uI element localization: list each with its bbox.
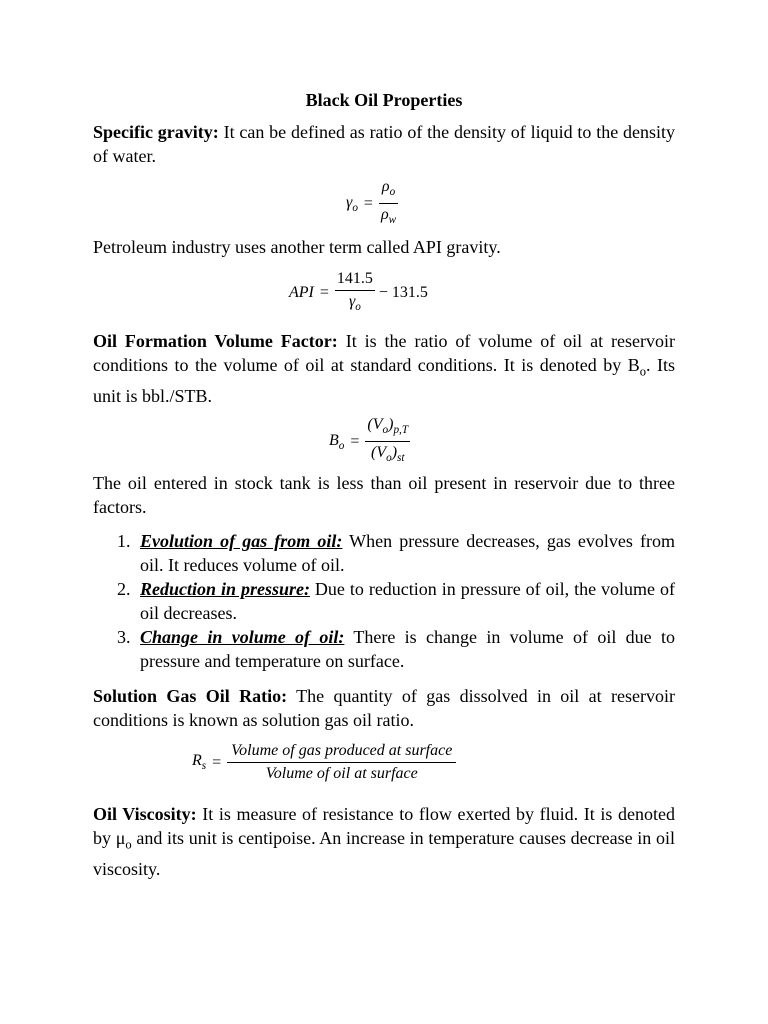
api-equation — [289, 268, 428, 318]
api-intro-paragraph: Petroleum industry uses another term called API gravity. — [93, 237, 501, 257]
eq-api-denominator: $\gamma_o$ — [348, 293, 361, 314]
eq-rs-numerator: Volume of gas produced at surface — [227, 740, 456, 763]
sgor-term: Solution Gas Oil Ratio: — [93, 686, 288, 706]
specific-gravity-paragraph — [93, 120, 675, 168]
list-item — [93, 625, 675, 673]
eq-rs-lhs: $R_s$ — [192, 752, 207, 773]
list-item-term: Change in volume of oil: — [140, 627, 345, 647]
list-item — [93, 577, 675, 625]
ofvf-text: It is the ratio of volume of oil at reservoir conditions to the volume of oil at standard conditions. It is denoted by B — [93, 331, 675, 375]
viscosity-text2: and its unit is centipoise. An increase in temperature causes decrease in oil viscosity. — [93, 828, 675, 879]
factors-list — [93, 529, 675, 673]
eq-rs-fraction — [227, 740, 456, 785]
list-item-text: When pressure decreases, gas evolves from oil. It reduces volume of oil. — [140, 531, 675, 575]
eq-bo-lhs: $B_o$ — [329, 431, 345, 452]
ofvf-sub: o — [639, 364, 647, 379]
eq-api-equals: = — [319, 284, 329, 302]
rs-equation — [192, 740, 456, 785]
eq-rs-denominator: Volume of oil at surface — [265, 765, 418, 782]
eq-bo-denominator: $(V_o)_{st}$ — [370, 444, 405, 465]
viscosity-sub: o — [125, 837, 132, 852]
factors-intro-paragraph: The oil entered in stock tank is less than oil present in reservoir due to three factors. — [93, 473, 675, 517]
sgor-text: The quantity of gas dissolved in oil at reservoir conditions is known as solution gas oil ratio. — [93, 686, 675, 730]
eq-gamma-numerator: $\rho_o$ — [379, 176, 398, 204]
eq-api-tail: − 131.5 — [378, 284, 428, 302]
list-item-text: Due to reduction in pressure of oil, the volume of oil decreases. — [140, 579, 675, 623]
eq-gamma-denominator: $\rho_w$ — [380, 206, 397, 227]
list-item-term: Evolution of gas from oil: — [140, 531, 343, 551]
list-item-term: Reduction in pressure: — [140, 579, 310, 599]
list-item-number: 3. — [117, 627, 131, 647]
bo-equation — [329, 414, 410, 469]
eq-api-numerator: 141.5 — [335, 268, 375, 291]
list-item-number: 2. — [117, 579, 131, 599]
specific-gravity-text: It can be defined as ratio of the density of liquid to the density of water. — [93, 122, 675, 166]
eq-rs-equals: = — [212, 753, 222, 771]
eq-gamma-equals: = — [363, 194, 373, 212]
list-item-text: There is change in volume of oil due to pressure and temperature on surface. — [140, 627, 675, 671]
specific-gravity-equation — [346, 176, 398, 231]
solution-gas-oil-ratio-paragraph — [93, 684, 675, 732]
eq-bo-numerator: $(V_o)_{p,T}$ — [365, 414, 410, 442]
list-item-number: 1. — [117, 531, 131, 551]
eq-api-lhs: API — [289, 284, 314, 302]
page-title: Black Oil Properties — [305, 90, 463, 110]
eq-api-fraction — [335, 268, 375, 318]
ofvf-term: Oil Formation Volume Factor: — [93, 331, 338, 351]
viscosity-text: It is measure of resistance to flow exerted by fluid. It is denoted by μ — [93, 804, 675, 848]
eq-bo-equals: = — [350, 432, 360, 450]
oil-viscosity-paragraph — [93, 802, 675, 881]
viscosity-term: Oil Viscosity: — [93, 804, 197, 824]
eq-gamma-lhs: $\gamma_o$ — [346, 193, 358, 214]
list-item — [93, 529, 675, 577]
eq-bo-fraction — [365, 414, 410, 469]
ofvf-paragraph — [93, 329, 675, 408]
specific-gravity-term: Specific gravity: — [93, 122, 219, 142]
ofvf-text2: . Its unit is bbl./STB. — [93, 355, 675, 406]
eq-gamma-fraction — [379, 176, 398, 231]
